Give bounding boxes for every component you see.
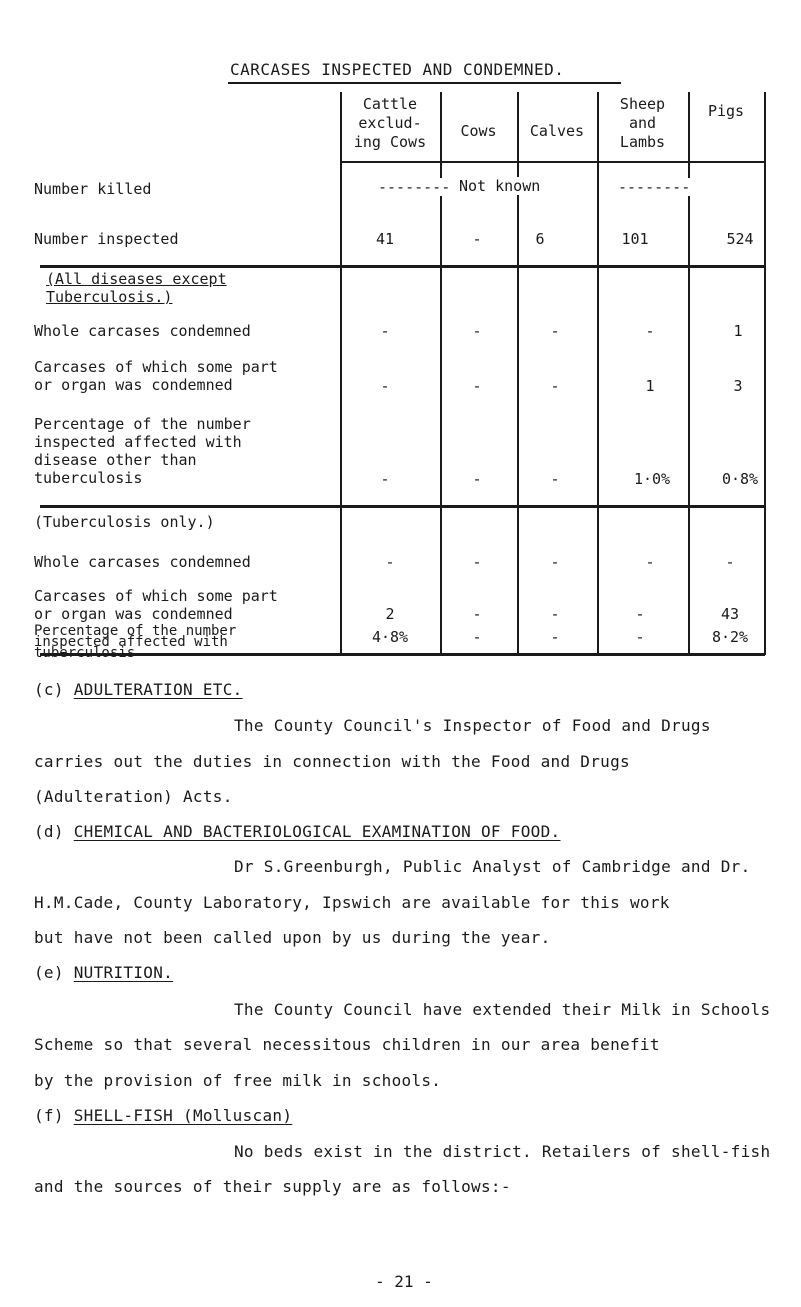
body-line: (Adulteration) Acts.	[34, 787, 233, 806]
table-col-divider	[597, 92, 599, 655]
inspected-cattle: 41	[375, 230, 395, 248]
s2r2-calves: -	[550, 605, 560, 623]
section-d-heading	[34, 822, 560, 841]
s2r3-calves: -	[550, 628, 560, 646]
table-header-rule	[340, 161, 765, 163]
s2r1-cows: -	[472, 553, 482, 571]
s1r2-sheep: 1	[645, 377, 655, 395]
s2r2-pigs: 43	[720, 605, 740, 623]
s1r2-cows: -	[472, 377, 482, 395]
s1r1-cows: -	[472, 322, 482, 340]
s2r3-sheep: -	[635, 628, 645, 646]
section-title: ADULTERATION ETC.	[73, 680, 243, 699]
body-line: but have not been called upon by us during the year.	[34, 928, 551, 947]
table-section-rule	[40, 505, 765, 508]
s1-row-label: Whole carcases condemned	[34, 322, 251, 340]
section-title: NUTRITION.	[73, 963, 174, 982]
not-known-dashes-left: --------	[378, 178, 451, 196]
col-header-sheep: Sheep and Lambs	[619, 95, 666, 151]
s2r2-cattle: 2	[385, 605, 395, 623]
title-underline	[228, 82, 621, 84]
s1r2-pigs: 3	[733, 377, 743, 395]
inspected-pigs: 524	[726, 230, 754, 248]
body-line: and the sources of their supply are as follows:-	[34, 1177, 511, 1196]
s1r2-cattle: -	[380, 377, 390, 395]
s2r1-cattle: -	[385, 553, 395, 571]
body-line: by the provision of free milk in schools.	[34, 1071, 442, 1090]
col-header-pigs: Pigs	[707, 102, 745, 120]
s1r1-sheep: -	[645, 322, 655, 340]
section-marker: (f)	[34, 1106, 64, 1125]
s1r3-pigs: 0·8%	[721, 470, 759, 488]
s1-row-label: Carcases of which some part or organ was condemned	[34, 358, 278, 394]
section-title: CHEMICAL AND BACTERIOLOGICAL EXAMINATION OF FOOD.	[73, 822, 561, 841]
body-line: The County Council's Inspector of Food and Drugs	[234, 716, 711, 735]
page-title: CARCASES INSPECTED AND CONDEMNED.	[230, 60, 565, 79]
section-marker: (d)	[34, 822, 64, 841]
body-line: The County Council have extended their Milk in Schools	[234, 1000, 771, 1019]
s1r2-calves: -	[550, 377, 560, 395]
body-line: Dr S.Greenburgh, Public Analyst of Cambridge and Dr.	[234, 857, 751, 876]
inspected-cows: -	[472, 230, 482, 248]
not-known-value: Not known	[455, 177, 544, 195]
section-e-heading	[34, 963, 173, 982]
row-label-number-killed: Number killed	[34, 180, 152, 198]
s1r3-sheep: 1·0%	[633, 470, 671, 488]
section-c-heading	[34, 680, 243, 699]
s1r3-calves: -	[550, 470, 560, 488]
section-title: SHELL-FISH (Molluscan)	[73, 1106, 293, 1125]
s2r3-cattle: 4·8%	[371, 628, 409, 646]
s1r1-cattle: -	[380, 322, 390, 340]
section-marker: (c)	[34, 680, 64, 699]
section1-heading: (All diseases except Tuberculosis.)	[46, 270, 227, 306]
body-line: No beds exist in the district. Retailers of shell-fish	[234, 1142, 771, 1161]
page-number: - 21 -	[375, 1272, 433, 1291]
table-section-rule	[40, 265, 765, 268]
s2r2-sheep: -	[635, 605, 645, 623]
section2-heading: (Tuberculosis only.)	[34, 513, 215, 531]
col-header-cattle: Cattle exclud- ing Cows	[353, 95, 427, 151]
s2-row-label: Carcases of which some part or organ was condemned	[34, 587, 278, 623]
body-line: carries out the duties in connection with the Food and Drugs	[34, 752, 630, 771]
body-line: H.M.Cade, County Laboratory, Ipswich are available for this work	[34, 893, 670, 912]
inspected-sheep: 101	[621, 230, 649, 248]
body-line: Scheme so that several necessitous children in our area benefit	[34, 1035, 660, 1054]
col-header-cows: Cows	[460, 122, 497, 140]
table-border-left	[340, 92, 342, 655]
s1r1-calves: -	[550, 322, 560, 340]
inspected-calves: 6	[535, 230, 545, 248]
section-marker: (e)	[34, 963, 64, 982]
s1r1-pigs: 1	[733, 322, 743, 340]
s2r2-cows: -	[472, 605, 482, 623]
col-header-calves: Calves	[529, 122, 585, 140]
s2r3-cows: -	[472, 628, 482, 646]
section-f-heading	[34, 1106, 292, 1125]
s1r3-cattle: -	[380, 470, 390, 488]
s1-row-label: Percentage of the number inspected affected with disease other than tuberculosis	[34, 415, 251, 487]
s2r3-pigs: 8·2%	[711, 628, 749, 646]
s2r1-sheep: -	[645, 553, 655, 571]
s2-row-label: Whole carcases condemned	[34, 553, 251, 571]
not-known-dashes-right: --------	[618, 178, 691, 196]
s1r3-cows: -	[472, 470, 482, 488]
row-label-number-inspected: Number inspected	[34, 230, 179, 248]
s2r1-pigs: -	[725, 553, 735, 571]
s2r1-calves: -	[550, 553, 560, 571]
s2-row-label: Percentage of the number inspected affected with tuberculosis	[34, 623, 237, 661]
